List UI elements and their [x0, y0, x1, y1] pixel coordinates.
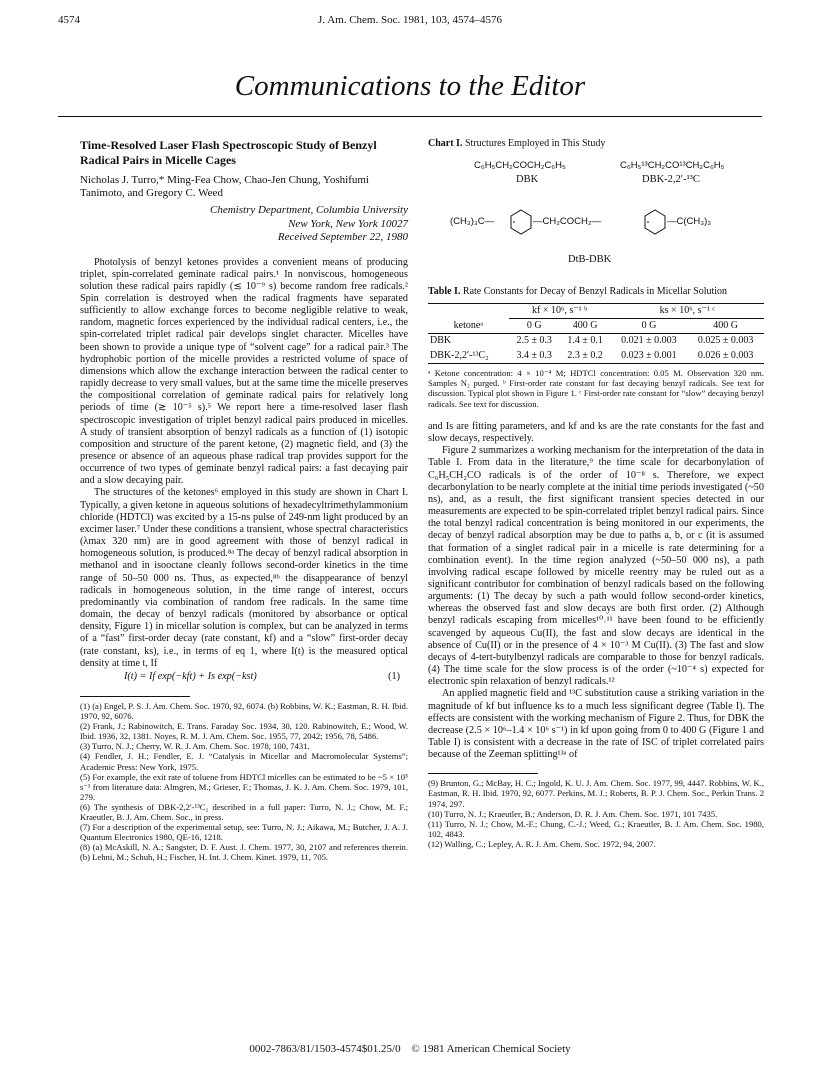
rate-constant-table — [428, 303, 764, 364]
footer-code: 0002-7863/81/1503-4574$01.25/0 — [249, 1043, 401, 1055]
ketone-linker: —CH₂COCH₂— — [533, 216, 602, 228]
cell-kf-0g: 3.4 ± 0.3 — [509, 349, 560, 364]
label-dbk: DBK — [516, 174, 539, 186]
header-ks-400g: 400 G — [687, 319, 764, 334]
footnote: (11) Turro, N. J.; Chow, M.-F.; Chung, C.-J.; Weed, G.; Kraeutler, B. J. Am. Chem. Soc. 1980, 102, 4843. — [428, 818, 764, 839]
footnote: (12) Walling, C.; Lepley, A. R. J. Am. Chem. Soc. 1972, 94, 2007. — [428, 838, 656, 849]
footer-copyright: © 1981 American Chemical Society — [411, 1043, 571, 1055]
table-caption-text: Rate Constants for Decay of Benzyl Radicals in Micellar Solution — [462, 286, 728, 298]
header-ks: ks × 10⁶, s⁻¹ ᶜ — [611, 304, 764, 319]
chart-caption — [428, 138, 764, 150]
formula-dbk: C₆H₅CH₂COCH₂C₆H₅ — [474, 160, 566, 172]
right-paragraph-2: Figure 2 summarizes a working mechanism for the interpretation of the data in Table I. From data in the literature,⁹ the time scale for decarbonylation of C₆H₅CH₂CO radicals is of the order of 10⁻⁸ s. Therefore, we expect decarbonylation to be nearly complete at the initial time periods investigated (~50 ns), and, as a result, the first significant transient species detected in our measurements are expected to be spin-correlated triplet benzyl radical pairs. Since the total benzyl radical concentration is being monitored in our experiments, the decay of benzyl radical absorption may be due to paths a, b, or c (it is assumed that formation of a singlet radical pair in a micelle is rate determining for a combination event). In the time region analyzed (~50–50 000 ns), a path involving radical escape followed by micelle reentry may be ruled out as a significant contributor for combination of benzyl radicals based on the following arguments: (1) The decay by such a path would follow second-order kinetics, whereas the observed fast and slow decays are both first order. (2) Although benzyl radicals escaping from micelles¹⁰˒¹¹ have been found to be efficiently scavenged by aqueous Cu(II), the fast and slow decays are identical in the absence of Cu(II) or in the presence of 4 × 10⁻³ M Cu(II). (3) The fast and slow decays of 4-tert-butylbenzyl radicals are comparable to those for benzyl radicals. (4) The time scale for the slow process is of the order (~10⁻⁴ s) expected for electronic spin relaxation of benzyl radicals.¹² — [428, 445, 764, 688]
page-number: 4574 — [58, 14, 80, 26]
header-rule — [58, 116, 762, 117]
footnotes-left — [80, 701, 408, 863]
left-column — [80, 138, 408, 862]
tert-butyl-right: —C(CH₃)₃ — [667, 216, 712, 228]
chart-caption-label: Chart I. — [428, 138, 463, 149]
tert-butyl-left: (CH₃)₃C— — [450, 216, 495, 228]
footnote: (8) (a) McAskill, N. A.; Sangster, D. F. Aust. J. Chem. 1977, 30, 2107 and references therein. (b) Lehni, M.; Schuh, H.; Fischer, H. Int. J. Chem. Kinet. 1979, 11, 705. — [80, 842, 408, 863]
table-caption — [428, 286, 764, 298]
table-row — [428, 334, 764, 349]
body-paragraph-2: The structures of the ketones⁶ employed in this study are shown in Chart I. Typically, a given ketone in aqueous solutions of hexadecyltrimethylammonium chloride (HDTCl) was excited by a 15-ns pulse of 249-nm light produced by an excimer laser.⁷ Under these conditions a transient, whose spectral characteristics (λmax 320 nm) are in good agreement with those of benzyl radical in homogeneous solution, is produced.⁸ᵃ The decay of benzyl radical absorption in methanol and in isooctane cleanly follows second-order kinetics in the time range of 50–50 000 ns. Thus, as expected,⁸ᵇ the disappearance of benzyl radicals in homogeneous solution, in the time range of interest, occurs predominantly via combination of random free radicals. In the same time domain, the decay of benzyl radicals (monitored by absorbance or optical density, Figure 1) in micellar solution is complex, but can be analyzed in terms of a “fast” first-order decay (rate constant, kf) and a “slow” first-order decay (rate constant, ks), i.e., in terms of eq 1, where I(t) is the measured optical density at time t, If — [80, 487, 408, 669]
author-list: Nicholas J. Turro,* Ming-Fea Chow, Chao-Jen Chung, Yoshifumi Tanimoto, and Gregory C. Weed — [80, 174, 369, 199]
cell-ks-0g: 0.023 ± 0.001 — [611, 349, 688, 364]
received-date: Received September 22, 1980 — [277, 231, 408, 243]
table-subheader-row — [428, 319, 764, 334]
page-footer — [0, 1043, 820, 1055]
footnote: (1) (a) Engel, P. S. J. Am. Chem. Soc. 1970, 92, 6074. (b) Robbins, W. K.; Eastman, R. H. Ibid. 1970, 92, 6076. — [80, 700, 408, 722]
cell-ks-400g: 0.025 ± 0.003 — [697, 335, 754, 347]
cell-ketone: DBK-2,2′-¹³C₂ — [428, 349, 509, 364]
right-paragraph-3: An applied magnetic field and ¹³C substitution cause a striking variation in the magnitude of kf but influence ks to a much less significant degree (Table I). The effects are consistent with the working mechanism of Figure 2. Thus, for DBK the decrease (2.5 × 10⁶–1.4 × 10⁶ s⁻¹) in kf upon going from 0 to 400 G (Figure 1 and Table I) is consistent with a decrease in the rate of ISC of triplet correlated pairs because of the Zeeman splitting¹³ᵃ of — [428, 688, 764, 761]
header-ks-0g: 0 G — [611, 319, 688, 334]
affiliation-dept: Chemistry Department, Columbia University — [210, 204, 408, 216]
cell-ks-0g: 0.021 ± 0.003 — [621, 335, 677, 347]
footnote: (3) Turro, N. J.; Cherry, W. R. J. Am. Chem. Soc. 1978, 100, 7431. — [80, 741, 310, 752]
footnote: (9) Brunton, G.; McBay, H. C.; Ingold, K. U. J. Am. Chem. Soc. 1977, 99, 4447. Robbins, W. K., Eastman, R. H. Ibid. 1970, 92, 6077. Perkins, M. J.; Roberts, B. P. J. Chem. Soc., Perkin Trans. 2 1974, 297. — [428, 778, 764, 809]
footnote: (4) Fendler, J. H.; Fendler, E. J. “Catalysis in Micellar and Macromolecular Systems”; Academic Press: New York, 1975. — [80, 751, 408, 772]
chemical-structures — [428, 158, 764, 276]
footnotes-right — [428, 778, 764, 849]
cell-kf-0g: 2.5 ± 0.3 — [516, 335, 552, 347]
journal-citation: J. Am. Chem. Soc. 1981, 103, 4574–4576 — [318, 14, 502, 26]
equation-number: (1) — [388, 670, 400, 682]
header-kf: kf × 10⁶, s⁻¹ ᵇ — [509, 304, 611, 319]
footnote: (2) Frank, J.; Rabinowitch, E. Trans. Faraday Soc. 1934, 30, 120. Rabinowitch, E.; Wood, W. Ibid. 1936, 32, 1381. Noyes, R. M. J. Am. Chem. Soc. 1955, 77, 2042; 1956, 78, 5486. — [80, 721, 408, 742]
table-row — [428, 349, 764, 364]
body-paragraph-1: Photolysis of benzyl ketones provides a convenient means of producing triplet, spin-correlated geminate radical pairs.¹ In nonviscous, homogeneous solution these radical pairs rapidly (≲ 10⁻⁹ s) become random free radicals.² Spin correlation is destroyed when the radical fragments have separated sufficiently to allow exchange forces to become negligible relative to weak, random, magnetic forces experienced by the individual radical centers, i.e., the spin-correlated triplet radical pair develops singlet character. Micelles have been shown to provide a unique type of “solvent cage” for a radical pair.³ The hydrophobic portion of the micelle provides a restricted volume of space of dimensions which allow the exchange interaction between the radical center to rapidly decrease to very small values, but at the same time the micelle preserves the compositional correlation of geminate radical pairs for relatively long periods of time (≳ 10⁻⁵ s).⁵ We report here a time-resolved laser flash spectroscopic investigation of triplet benzyl radical pairs produced in micelles. A study of transient absorption of benzyl radicals as a function of (1) isotopic composition and structure of the parent ketone, (2) magnetic field, and (3) the presence or absence of an aqueous phase radical trap provides support for the occurrence of two types of geminate benzyl radical pairs: a fast decaying pair and a slow decaying pair. — [80, 256, 408, 487]
label-dbk-13c: DBK-2,2′-¹³C — [642, 174, 700, 186]
affiliation — [80, 204, 408, 245]
label-dtb-dbk: DtB-DBK — [568, 254, 612, 266]
right-paragraph-1: and Is are fitting parameters, and kf and ks are the rate constants for the fast and slow decays, respectively. — [428, 420, 764, 445]
footnote-rule — [80, 696, 190, 697]
chart-caption-text: Structures Employed in This Study — [464, 138, 606, 149]
section-title: Communications to the Editor — [234, 70, 586, 102]
footnote: (5) For example, the exit rate of toluene from HDTCl micelles can be estimated to be ~5 × 10⁵ s⁻¹ from literature data: Almgren, M.; Grieser, F.; Thomas, J. K. J. Am. Chem. Soc. 1979, 101, 279. — [80, 771, 408, 802]
header-kf-400g: 400 G — [560, 319, 611, 334]
header-ketone: ketoneᵃ — [428, 319, 509, 334]
right-column — [428, 138, 764, 849]
table-notes: ᵃ Ketone concentration: 4 × 10⁻⁴ M; HDTCl concentration: 0.05 M. Observation 320 nm. Samples N₂ purged. ᵇ First-order rate constant for fast decaying benzyl radicals. See text for discussion. Typical plot shown in Figure 1. ᶜ First-order rate constant for “slow” decaying benzyl radicals. See text for discussion. — [428, 367, 764, 409]
formula-dbk-13c: C₆H₅¹³CH₂CO¹³CH₂C₆H₅ — [620, 160, 725, 172]
equation-body: I(t) = If exp(−kft) + Is exp(−kst) — [124, 670, 257, 682]
cell-kf-400g: 2.3 ± 0.2 — [560, 349, 611, 364]
running-head — [58, 14, 762, 30]
cell-ketone: DBK — [430, 335, 452, 347]
header-kf-0g: 0 G — [509, 319, 560, 334]
table-caption-label: Table I. — [428, 286, 461, 298]
table-header-row — [428, 304, 764, 319]
footnote: (7) For a description of the experimental setup, see: Turro, N. J.; Aikawa, M.; Butcher, J. A. J. Quantum Electronics 1980, QE-16, 1218. — [80, 822, 408, 843]
footnote: (6) The synthesis of DBK-2,2′-¹³C₂ described in a full paper: Turro, N. J.; Chow, M. F.; Kraeutler, B. J. Am. Chem. Soc., in press. — [80, 801, 408, 822]
affiliation-city: New York, New York 10027 — [288, 217, 408, 230]
cell-ks-400g: 0.026 ± 0.003 — [687, 349, 764, 364]
cell-kf-400g: 1.4 ± 0.1 — [567, 335, 603, 347]
footnote-rule — [428, 773, 538, 774]
footnote: (10) Turro, N. J.; Kraeutler, B.; Anderson, D. R. J. Am. Chem. Soc. 1971, 101 7435. — [428, 808, 718, 819]
article-title: Time-Resolved Laser Flash Spectroscopic Study of Benzyl Radical Pairs in Micelle Cages — [80, 138, 377, 167]
right-body — [428, 421, 764, 761]
table-header-empty — [428, 304, 509, 319]
equation-1 — [80, 670, 408, 684]
